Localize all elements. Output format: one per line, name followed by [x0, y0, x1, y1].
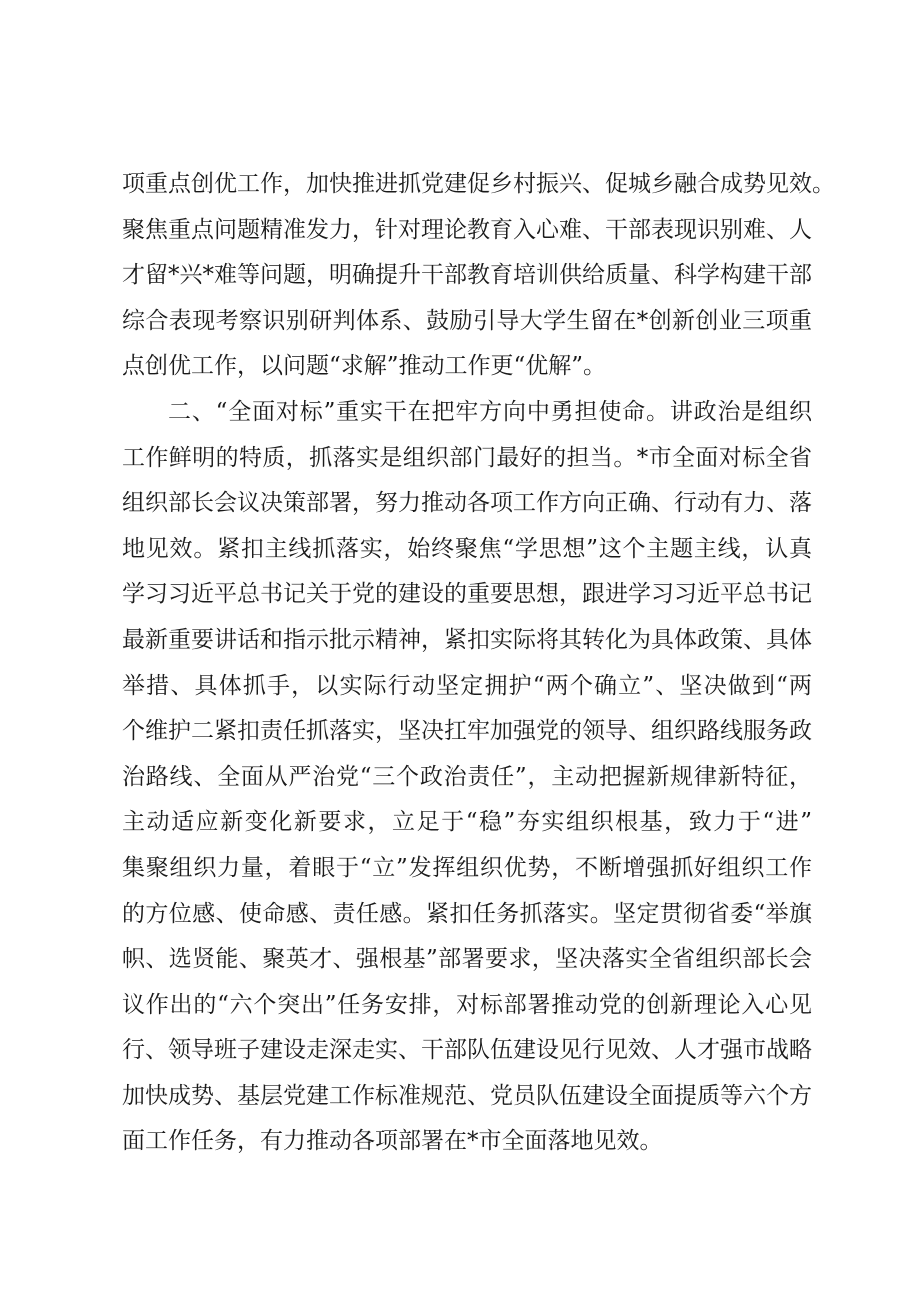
text-line: 治路线、全面从严治党“三个政治责任”，主动把握新规律新特征，: [122, 763, 812, 790]
paragraph-2: [122, 390, 812, 1165]
text-line: 最新重要讲话和指示批示精神，紧扣实际将其转化为具体政策、具体: [122, 626, 812, 653]
text-line: 举措、具体抓手，以实际行动坚定拥护“两个确立”、坚决做到“两: [122, 672, 812, 699]
paragraph-1: [122, 162, 835, 390]
text-line: 主动适应新变化新要求，立足于“稳”夯实组织根基，致力于“进”: [122, 809, 812, 836]
text-line: 行、领导班子建设走深走实、干部队伍建设见行见效、人才强市战略: [122, 1037, 812, 1064]
text-line: 个维护二紧扣责任抓落实，坚决扛牢加强党的领导、组织路线服务政: [122, 718, 812, 745]
text-line: 学习习近平总书记关于党的建设的重要思想，跟进学习习近平总书记: [122, 581, 812, 608]
text-line: 聚焦重点问题精准发力，针对理论教育入心难、干部表现识别难、人: [122, 216, 812, 243]
text-line: 才留*兴*难等问题，明确提升干部教育培训供给质量、科学构建干部: [122, 262, 812, 289]
text-line: 二、“全面对标”重实干在把牢方向中勇担使命。讲政治是组织: [168, 398, 812, 425]
text-line: 综合表现考察识别研判体系、鼓励引导大学生留在*创新创业三项重: [122, 307, 812, 334]
text-line: 帜、选贤能、聚英才、强根基”部署要求，坚决落实全省组织部长会: [122, 946, 812, 973]
document-body: [122, 162, 835, 1165]
text-line: 面工作任务，有力推动各项部署在*市全面落地见效。: [122, 1128, 663, 1155]
text-line: 项重点创优工作，加快推进抓党建促乡村振兴、促城乡融合成势见效。: [122, 171, 835, 197]
text-line: 议作出的“六个突出”任务安排，对标部署推动党的创新理论入心见: [122, 991, 812, 1018]
text-line: 点创优工作，以问题“求解”推动工作更“优解”。: [122, 353, 607, 380]
text-line: 地见效。紧扣主线抓落实，始终聚焦“学思想”这个主题主线，认真: [122, 535, 812, 562]
text-line: 的方位感、使命感、责任感。紧扣任务抓落实。坚定贯彻省委“举旗: [122, 900, 812, 927]
text-line: 工作鲜明的特质，抓落实是组织部门最好的担当。*市全面对标全省: [122, 444, 812, 471]
text-line: 集聚组织力量，着眼于“立”发挥组织优势，不断增强抓好组织工作: [122, 854, 812, 881]
text-line: 加快成势、基层党建工作标准规范、党员队伍建设全面提质等六个方: [122, 1082, 812, 1109]
text-line: 组织部长会议决策部署，努力推动各项工作方向正确、行动有力、落: [122, 490, 812, 517]
